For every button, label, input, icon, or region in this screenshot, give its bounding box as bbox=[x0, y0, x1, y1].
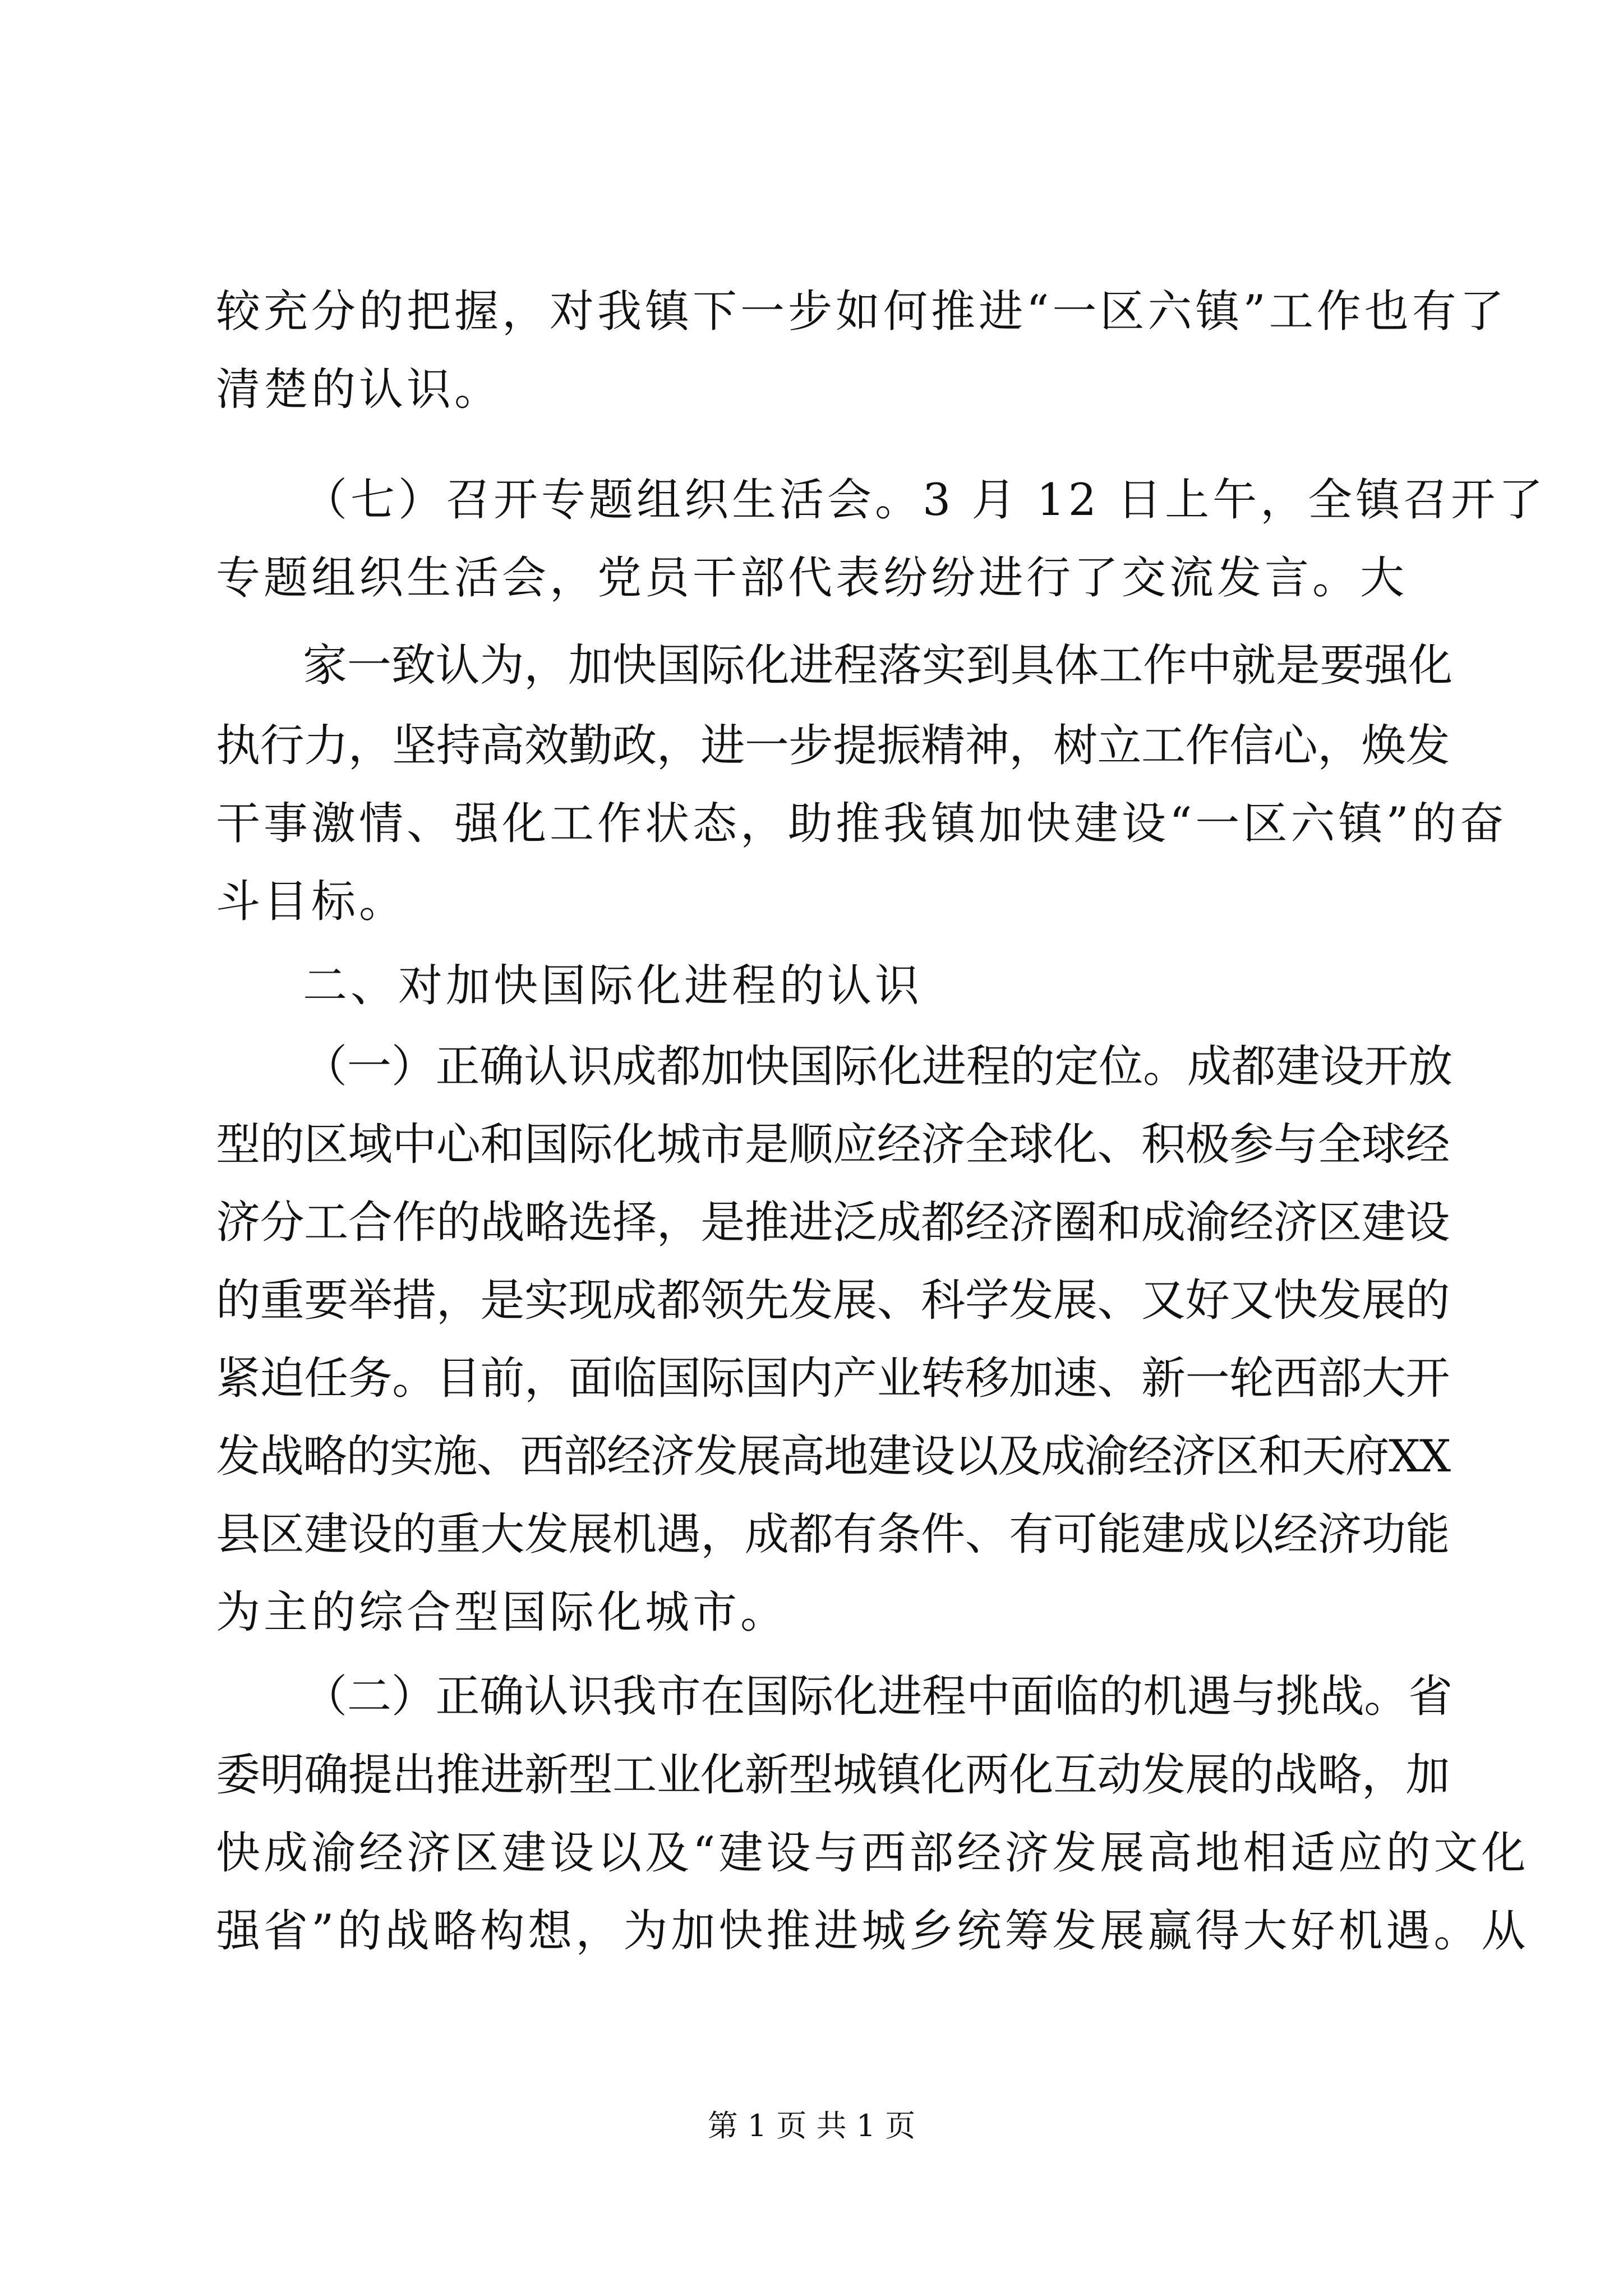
body-line-10: （一）正确认识成都加快国际化进程的定位。成都建设开放 bbox=[303, 1041, 1453, 1092]
body-line-2: 清楚的认识。 bbox=[216, 364, 502, 415]
body-line-18: （二）正确认识我市在国际化进程中面临的机遇与挑战。省 bbox=[303, 1671, 1453, 1722]
body-line-3: （七）召开专题组织生活会。3 月 12 日上午，全镇召开了 bbox=[303, 474, 1547, 526]
body-line-19: 委明确提出推进新型工业化新型城镇化两化互动发展的战略，加 bbox=[216, 1749, 1450, 1801]
page-footer: 第 1 页 共 1 页 bbox=[707, 2108, 916, 2143]
body-line-11: 型的区域中心和国际化城市是顺应经济全球化、积极参与全球经 bbox=[216, 1119, 1450, 1170]
body-line-16: 县区建设的重大发展机遇，成都有条件、有可能建成以经济功能 bbox=[216, 1508, 1450, 1560]
body-line-7: 干事激情、强化工作状态，助推我镇加快建设“一区六镇”的奋 bbox=[216, 798, 1507, 849]
section-heading: 二、对加快国际化进程的认识 bbox=[303, 960, 923, 1011]
body-line-5: 家一致认为，加快国际化进程落实到具体工作中就是要强化 bbox=[303, 639, 1453, 691]
body-line-20: 快成渝经济区建设以及“建设与西部经济发展高地相适应的文化 bbox=[216, 1827, 1529, 1879]
body-line-1: 较充分的把握，对我镇下一步如何推进“一区六镇”工作也有了 bbox=[216, 286, 1507, 337]
body-line-15: 发战略的实施、西部经济发展高地建设以及成渝经济区和天府XX bbox=[216, 1430, 1450, 1482]
body-line-13: 的重要举措，是实现成都领先发展、科学发展、又好又快发展的 bbox=[216, 1274, 1450, 1326]
body-line-6: 执行力，坚持高效勤政，进一步提振精神，树立工作信心，焕发 bbox=[216, 720, 1450, 771]
body-line-21: 强省”的战略构想，为加快推进城乡统筹发展赢得大好机遇。从 bbox=[216, 1905, 1529, 1957]
body-line-12: 济分工合作的战略选择，是推进泛成都经济圈和成渝经济区建设 bbox=[216, 1197, 1450, 1248]
body-line-17: 为主的综合型国际化城市。 bbox=[216, 1586, 788, 1638]
body-line-4: 专题组织生活会，党员干部代表纷纷进行了交流发言。大 bbox=[216, 552, 1408, 604]
body-line-8: 斗目标。 bbox=[216, 876, 407, 927]
body-line-14: 紧迫任务。目前，面临国际国内产业转移加速、新一轮西部大开 bbox=[216, 1352, 1450, 1404]
